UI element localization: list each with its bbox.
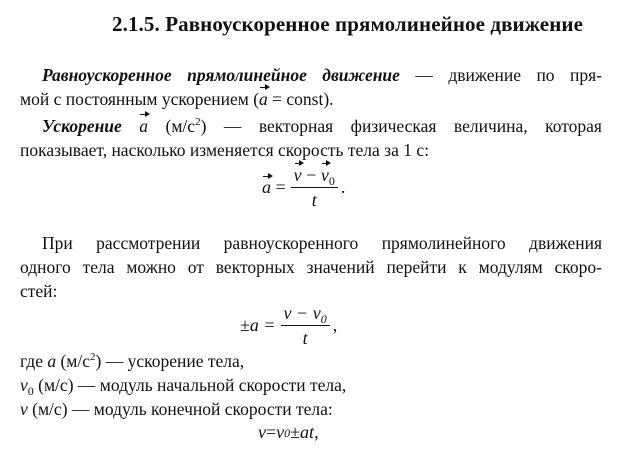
var-a: a xyxy=(47,351,57,371)
velocity-symbol: v xyxy=(258,422,266,442)
paragraph-definition-line-1 xyxy=(42,64,602,86)
const-text: = const). xyxy=(267,89,334,109)
definition-rest: (м/с) — модуль конечной скорости тела: xyxy=(27,399,333,419)
where-text: где xyxy=(20,351,48,371)
acceleration-definition-text: — векторная физическая величина, которая xyxy=(206,116,602,136)
formula-lhs-pm-a: ±a = xyxy=(240,315,276,335)
definition-text: — движение по пря- xyxy=(399,65,602,85)
unit-close: ) xyxy=(200,116,207,136)
paragraph-definition-line-2 xyxy=(20,88,334,110)
paragraph-modules-line-1: При рассмотрении равноускоренного прямолинейного движения xyxy=(42,233,602,253)
unit-text: (м/с xyxy=(56,351,91,371)
minus-sign: − xyxy=(291,303,313,323)
subscript-zero: 0 xyxy=(27,384,34,398)
formula-end-punct: . xyxy=(340,177,346,197)
formula-final-velocity: v = v 0 ± at , xyxy=(258,422,319,442)
unit-exponent: 2 xyxy=(90,351,96,363)
paragraph-modules-line-3: стей: xyxy=(20,281,58,301)
definition-acceleration xyxy=(20,350,244,372)
acceleration-vector-symbol: a xyxy=(259,89,268,109)
fraction-denominator: t xyxy=(302,328,308,348)
subscript-zero: 0 xyxy=(328,174,335,188)
definition-rest: ) — ускорение тела, xyxy=(95,351,245,371)
equals-sign: = xyxy=(271,177,286,197)
term-acceleration: Ускорение xyxy=(42,116,122,136)
velocity-symbol: v xyxy=(283,303,292,323)
equals-sign: = xyxy=(266,422,277,442)
formula-acceleration-scalar xyxy=(240,302,337,349)
fraction xyxy=(291,164,338,211)
fraction-denominator: t xyxy=(311,190,317,210)
definition-text-cont: мой с постоянным ускорением ( xyxy=(20,89,260,109)
definition-rest: (м/с) — модуль начальной скорости тела, xyxy=(33,375,347,395)
formula-acceleration-vector xyxy=(262,164,345,211)
velocity-vector: v xyxy=(293,165,302,185)
var-v: v xyxy=(20,399,28,419)
at-term: at xyxy=(300,422,315,442)
definition-final-velocity xyxy=(20,398,333,420)
minus-sign: − xyxy=(301,165,321,185)
paragraph-acceleration-line-2: показывает, насколько изменяется скорость тела за 1 с: xyxy=(20,140,429,160)
formula-end-punct: , xyxy=(332,315,338,335)
initial-velocity-vector: v xyxy=(320,165,329,185)
definition-initial-velocity xyxy=(20,374,346,396)
unit-exponent: 2 xyxy=(195,116,201,128)
var-v: v xyxy=(20,375,28,395)
acceleration-vector-symbol: a xyxy=(139,116,149,136)
initial-velocity-symbol: v xyxy=(276,422,285,442)
term-uniformly-accelerated-motion: Равноускоренное прямолинейное движение xyxy=(42,65,400,85)
formula-lhs-a: a xyxy=(262,177,271,197)
fraction-numerator xyxy=(281,302,330,326)
paragraph-modules-line-2: одного тела можно от векторных значений перейти к модулям скоро- xyxy=(20,257,602,277)
subscript-zero: 0 xyxy=(320,312,327,326)
fraction-numerator xyxy=(291,164,338,188)
paragraph-acceleration-line-1 xyxy=(42,115,602,137)
initial-velocity-symbol: v xyxy=(312,303,321,323)
section-title: 2.1.5. Равноускоренное прямолинейное движение xyxy=(112,12,584,36)
plus-minus-sign: ± xyxy=(290,422,301,442)
unit-text: (м/с xyxy=(148,116,196,136)
formula-end-punct: , xyxy=(314,422,319,442)
fraction xyxy=(281,302,330,349)
